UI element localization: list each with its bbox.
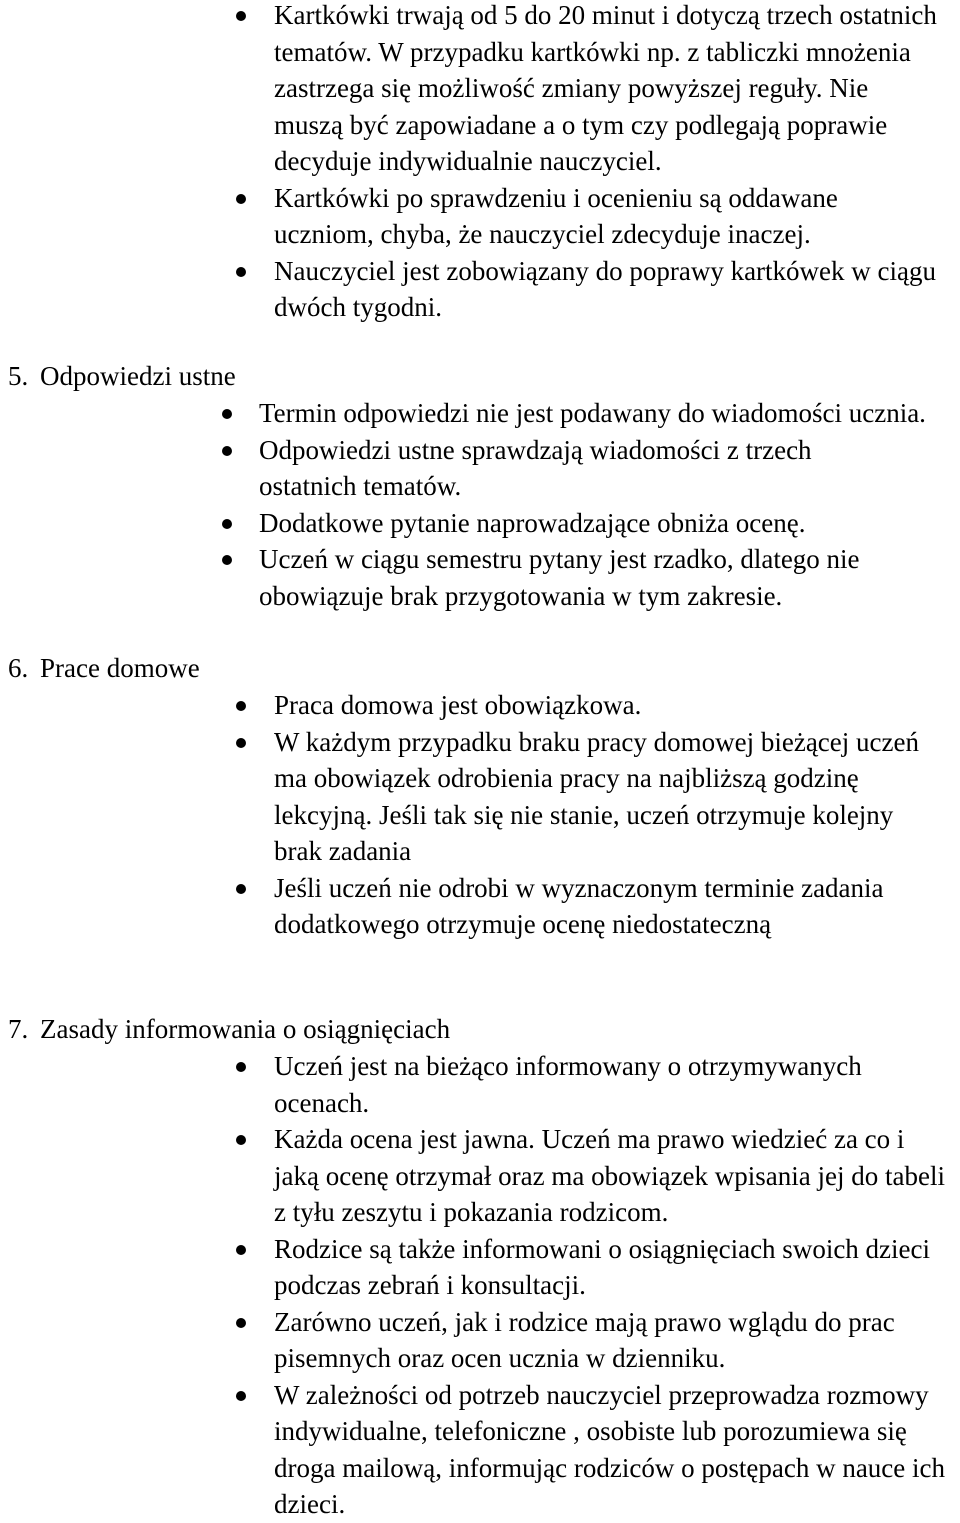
bullet-icon [222,519,232,529]
list-item-text: Kartkówki po sprawdzeniu i ocenieniu są oddawane uczniom, chyba, że nauczyciel zdecyduje inaczej. [274,182,838,249]
bullet-icon [222,409,232,419]
section-6-list [0,687,958,943]
bullet-icon [222,446,232,456]
list-item [0,724,958,870]
list-item [0,870,958,943]
list-item [0,432,955,505]
section-4-list [0,0,958,326]
bullet-icon [236,1062,246,1072]
section-5-heading [8,358,236,395]
bullet-icon [236,1245,246,1255]
list-item [0,1121,958,1231]
list-item-text: Kartkówki trwają od 5 do 20 minut i dotyczą trzech ostatnich tematów. W przypadku kartkówki np. z tabliczki mnożenia zastrzega się możliwość zmiany powyższej reguły. Nie muszą być zapowiadane a o tym czy podlegają poprawie decyduje indywidualnie nauczyciel. [274,0,937,176]
bullet-icon [236,701,246,711]
list-item-text: Dodatkowe pytanie naprowadzające obniża ocenę. [259,507,806,538]
section-5-list [0,395,955,614]
bullet-icon [236,1135,246,1145]
list-item [0,1377,958,1523]
section-number: 6. [8,653,29,683]
list-item [0,505,955,542]
list-item [0,395,955,432]
list-item-text: Praca domowa jest obowiązkowa. [274,690,642,720]
list-item-text: Zarówno uczeń, jak i rodzice mają prawo wglądu do prac pisemnych oraz ocen ucznia w dzienniku. [274,1306,895,1373]
section-title: Odpowiedzi ustne [40,361,236,391]
section-7-heading [8,1011,450,1048]
bullet-icon [236,1391,246,1401]
bullet-icon [222,555,232,565]
section-7-list [0,1048,958,1523]
list-item-text: Jeśli uczeń nie odrobi w wyznaczonym terminie zadania dodatkowego otrzymuje ocenę niedostateczną [274,872,884,939]
list-item [0,1048,958,1121]
list-item [0,541,955,614]
list-item-text: Rodzice są także informowani o osiągnięciach swoich dzieci podczas zebrań i konsultacji. [274,1233,931,1300]
section-number: 7. [8,1014,29,1044]
list-item [0,253,958,326]
list-item [0,180,958,253]
bullet-icon [236,11,246,21]
bullet-icon [236,738,246,748]
section-6-heading [8,650,200,687]
list-item [0,1231,958,1304]
list-item-text: Uczeń w ciągu semestru pytany jest rzadko, dlatego nie obowiązuje brak przygotowania w tym zakresie. [259,544,860,611]
section-number: 5. [8,361,29,391]
list-item-text: Odpowiedzi ustne sprawdzają wiadomości z trzech ostatnich tematów. [259,434,812,501]
bullet-icon [236,1318,246,1328]
list-item-text: W każdym przypadku braku pracy domowej bieżącej uczeń ma obowiązek odrobienia pracy na najbliższą godzinę lekcyjną. Jeśli tak się nie stanie, uczeń otrzymuje kolejny brak zadania [274,726,919,866]
list-item-text: Każda ocena jest jawna. Uczeń ma prawo wiedzieć za co i jaką ocenę otrzymał oraz ma obowiązek wpisania jej do tabeli z tyłu zeszytu i pokazania rodzicom. [274,1124,945,1227]
bullet-icon [236,884,246,894]
section-title: Prace domowe [40,653,200,683]
list-item [0,1304,958,1377]
list-item [0,687,958,724]
list-item-text: Termin odpowiedzi nie jest podawany do wiadomości ucznia. [259,398,926,428]
list-item [0,0,958,180]
list-item-text: W zależności od potrzeb nauczyciel przeprowadza rozmowy indywidualne, telefoniczne , osobiste lub porozumiewa się droga mailową, informując rodziców o postępach w nauce ich dzieci. [274,1379,946,1519]
list-item-text: Uczeń jest na bieżąco informowany o otrzymywanych ocenach. [274,1051,862,1118]
section-title: Zasady informowania o osiągnięciach [40,1014,451,1044]
bullet-icon [236,267,246,277]
list-item-text: Nauczyciel jest zobowiązany do poprawy kartkówek w ciągu dwóch tygodni. [274,255,937,322]
bullet-icon [236,194,246,204]
